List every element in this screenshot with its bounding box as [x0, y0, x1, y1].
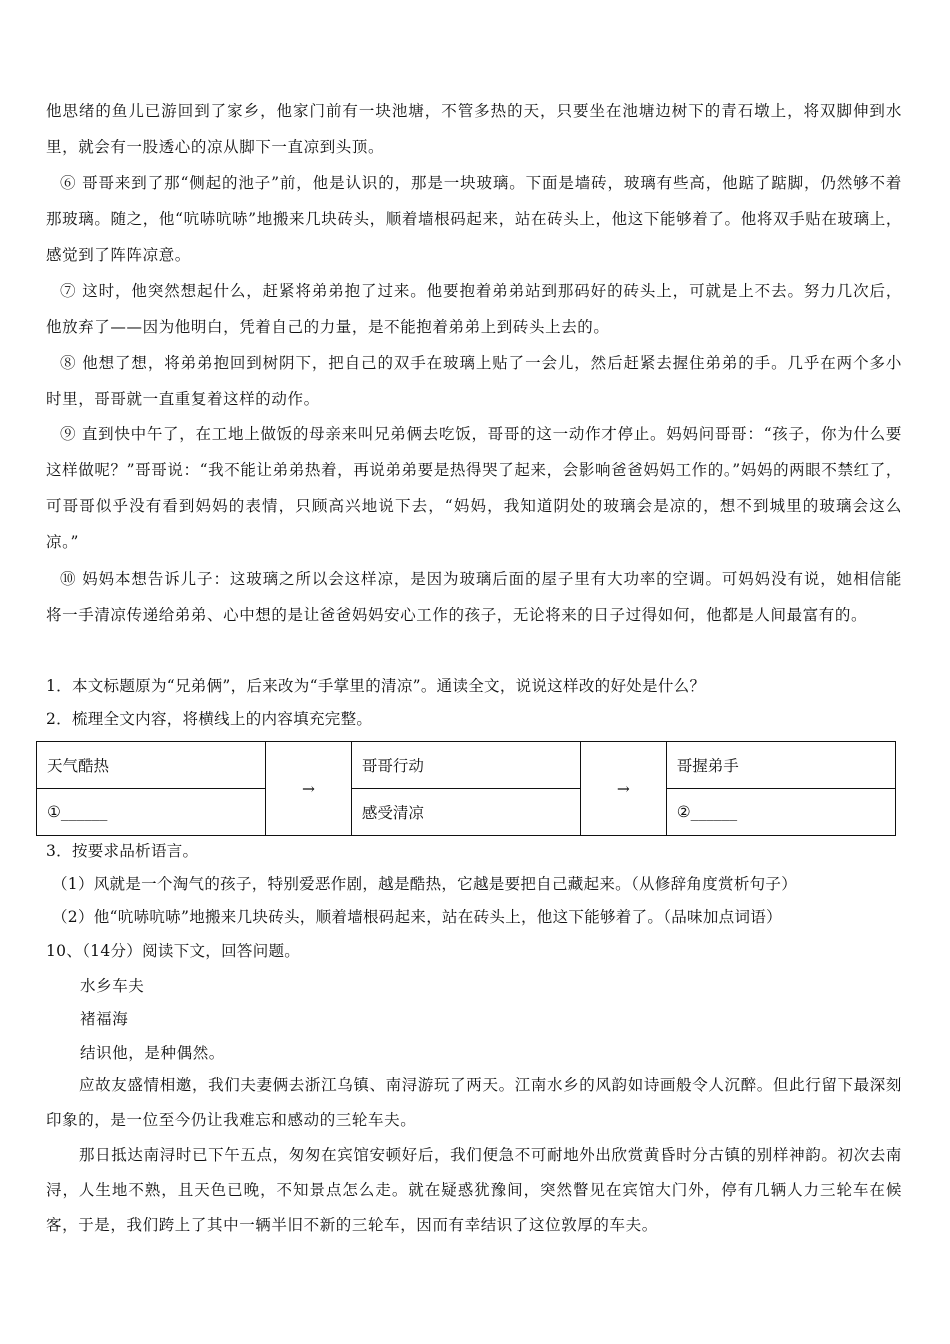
flow-blank-1[interactable]: ①______ [37, 789, 266, 836]
flow-blank-2[interactable]: ②______ [666, 789, 895, 836]
question-3-2: （2）他“吭哧吭哧”地搬来几块砖头，顺着墙根码起来，站在砖头上，他这下能够着了。（品味加点词语） [52, 908, 782, 926]
passage-paragraph-9: ⑨ 直到快中午了，在工地上做饭的母亲来叫兄弟俩去吃饭，哥哥的这一动作才停止。妈妈问哥哥：“孩子，你为什么要这样做呢？”哥哥说：“我不能让弟弟热着，再说弟弟要是热得哭了起来，会影响爸爸妈妈工作的。”妈妈的两眼不禁红了，可哥哥似乎没有看到妈妈的表情，只顾高兴地说下去，“妈妈，我知道阴处的玻璃会是凉的，想不到城里的玻璃会这么凉。” [46, 425, 902, 551]
flow-cell-weather: 天气酷热 [37, 742, 266, 789]
arrow-icon: → [581, 742, 667, 836]
question-3-1: （1）风就是一个淘气的孩子，特别爱恶作剧，越是酷热，它越是要把自己藏起来。（从修辞角度赏析句子） [52, 875, 798, 893]
passage-paragraph-10: ⑩ 妈妈本想告诉儿子：这玻璃之所以会这样凉，是因为玻璃后面的屋子里有大功率的空调。可妈妈没有说，她相信能将一手清凉传递给弟弟、心中想的是让爸爸妈妈安心工作的孩子，无论将来的日子过得如何，他都是人间最富有的。 [46, 570, 902, 624]
flow-cell-feel-cool: 感受清凉 [351, 789, 580, 836]
essay-author: 褚福海 [80, 1010, 129, 1028]
essay-paragraph-2: 应故友盛情相邀，我们夫妻俩去浙江乌镇、南浔游玩了两天。江南水乡的风韵如诗画般令人沉醉。但此行留下最深刻印象的，是一位至今仍让我难忘和感动的三轮车夫。 [46, 1076, 902, 1129]
flow-table [36, 741, 896, 836]
essay-paragraph-1: 结识他，是种偶然。 [80, 1044, 225, 1062]
section-10-heading: 10、（14分）阅读下文，回答问题。 [46, 942, 301, 960]
question-3: 3．按要求品析语言。 [46, 842, 199, 860]
passage-paragraph-5: 他思绪的鱼儿已游回到了家乡，他家门前有一块池塘，不管多热的天，只要坐在池塘边树下的青石墩上，将双脚伸到水里，就会有一股透心的凉从脚下一直凉到头顶。 [46, 102, 902, 156]
flow-cell-brother-action: 哥哥行动 [351, 742, 580, 789]
passage-paragraph-8: ⑧ 他想了想，将弟弟抱回到树阴下，把自己的双手在玻璃上贴了一会儿，然后赶紧去握住弟弟的手。几乎在两个多小时里，哥哥就一直重复着这样的动作。 [46, 354, 902, 408]
question-2: 2．梳理全文内容，将横线上的内容填充完整。 [46, 710, 373, 728]
essay-paragraph-3: 那日抵达南浔时已下午五点，匆匆在宾馆安顿好后，我们便急不可耐地外出欣赏黄昏时分古镇的别样神韵。初次去南浔，人生地不熟，且天色已晚，不知景点怎么走。就在疑惑犹豫间，突然瞥见在宾馆大门外，停有几辆人力三轮车在候客，于是，我们跨上了其中一辆半旧不新的三轮车，因而有幸结识了这位敦厚的车夫。 [46, 1146, 902, 1234]
question-1: 1．本文标题原为“兄弟俩”，后来改为“手掌里的清凉”。通读全文，说说这样改的好处是什么？ [46, 677, 706, 695]
flow-cell-hold-hand: 哥握弟手 [666, 742, 895, 789]
arrow-icon: → [266, 742, 352, 836]
passage-paragraph-7: ⑦ 这时，他突然想起什么，赶紧将弟弟抱了过来。他要抱着弟弟站到那码好的砖头上，可就是上不去。努力几次后，他放弃了——因为他明白，凭着自己的力量，是不能抱着弟弟上到砖头上去的。 [46, 282, 902, 336]
essay-title: 水乡车夫 [80, 977, 145, 995]
passage-paragraph-6: ⑥ 哥哥来到了那“侧起的池子”前，他是认识的，那是一块玻璃。下面是墙砖，玻璃有些高，他踮了踮脚，仍然够不着那玻璃。随之，他“吭哧吭哧”地搬来几块砖头，顺着墙根码起来，站在砖头上，他这下能够着了。他将双手贴在玻璃上，感觉到了阵阵凉意。 [46, 174, 902, 264]
